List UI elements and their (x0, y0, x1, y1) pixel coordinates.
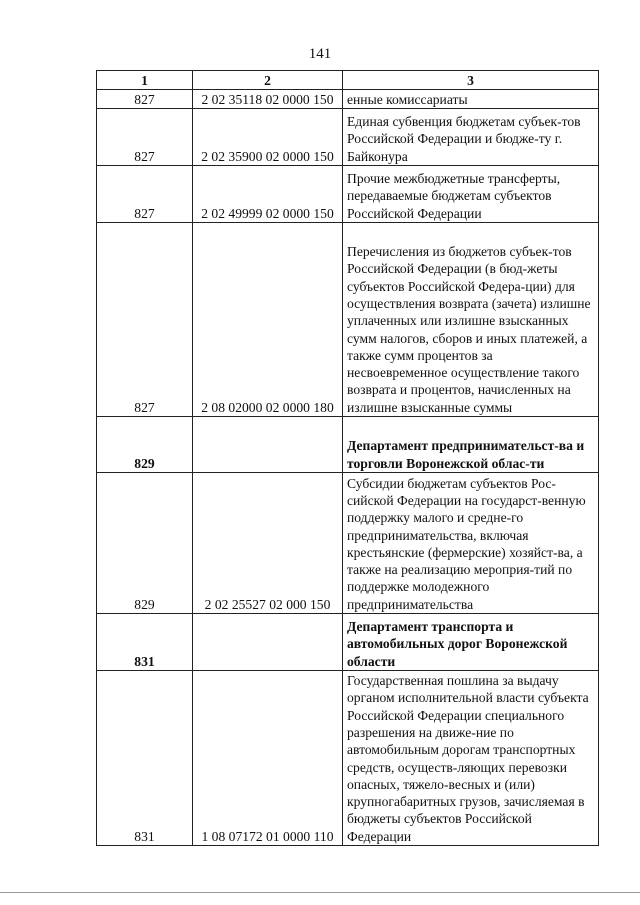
table-row (97, 223, 599, 417)
admin-code-cell: 831 (97, 614, 193, 671)
table-row (97, 90, 599, 109)
revenue-name-cell: Единая субвенция бюджетам субъек-тов Российской Федерации и бюдже-ту г. Байконура (343, 109, 599, 166)
admin-code-cell: 827 (97, 223, 193, 417)
revenue-name-cell: Субсидии бюджетам субъектов Рос-сийской Федерации на государст-венную поддержку малого и средне-го предпринимательства, включая крестьянские (фермерские) хозяйст-ва, а также на реализацию мероприя-тий по поддержке молодежного предпринимательства (343, 473, 599, 614)
budget-classification-code-cell: 2 02 35118 02 0000 150 (193, 90, 343, 109)
column-header-2: 2 (193, 71, 343, 90)
table-row (97, 473, 599, 614)
column-header-3: 3 (343, 71, 599, 90)
admin-code-cell: 827 (97, 90, 193, 109)
budget-classification-code-cell (193, 614, 343, 671)
budget-classification-code-cell: 1 08 07172 01 0000 110 (193, 671, 343, 846)
table-row (97, 671, 599, 846)
budget-classification-code-cell: 2 02 35900 02 0000 150 (193, 109, 343, 166)
department-name-cell: Департамент предпринимательст-ва и торговли Воронежской облас-ти (343, 417, 599, 473)
department-name-cell: Департамент транспорта и автомобильных дорог Воронежской области (343, 614, 599, 671)
table-header (97, 71, 599, 90)
department-row (97, 614, 599, 671)
column-header-1: 1 (97, 71, 193, 90)
revenue-name-cell: енные комиссариаты (343, 90, 599, 109)
revenue-name-cell: Перечисления из бюджетов субъек-тов Российской Федерации (в бюд-жеты субъектов Российской Федера-ции) для осуществления возврата (зачета) излишне уплаченных или излишне взысканных сумм налогов, сборов и иных платежей, а также сумм процентов за несвоевременное осуществление такого возврата и процентов, начисленных на излишне взысканные суммы (343, 223, 599, 417)
budget-classification-code-cell: 2 08 02000 02 0000 180 (193, 223, 343, 417)
budget-classification-code-cell: 2 02 49999 02 0000 150 (193, 166, 343, 223)
revenue-name-cell: Прочие межбюджетные трансферты, передаваемые бюджетам субъектов Российской Федерации (343, 166, 599, 223)
footer-divider (0, 892, 640, 893)
admin-code-cell: 829 (97, 417, 193, 473)
department-row (97, 417, 599, 473)
table-row (97, 166, 599, 223)
table-body (97, 90, 599, 846)
table-row (97, 109, 599, 166)
header-row (97, 71, 599, 90)
budget-classification-code-cell: 2 02 25527 02 000 150 (193, 473, 343, 614)
budget-codes-table (96, 70, 599, 846)
revenue-name-cell: Государственная пошлина за выдачу органом исполнительной власти субъекта Российской Федерации специального разрешения на движе-ние по автомобильным дорогам транспортных средств, осуществ-ляющих перевозки опасных, тяжело-весных и (или) крупногабаритных грузов, зачисляемая в бюджеты субъектов Российской Федерации (343, 671, 599, 846)
page-number: 141 (308, 46, 332, 62)
admin-code-cell: 827 (97, 166, 193, 223)
admin-code-cell: 829 (97, 473, 193, 614)
admin-code-cell: 831 (97, 671, 193, 846)
budget-classification-code-cell (193, 417, 343, 473)
admin-code-cell: 827 (97, 109, 193, 166)
